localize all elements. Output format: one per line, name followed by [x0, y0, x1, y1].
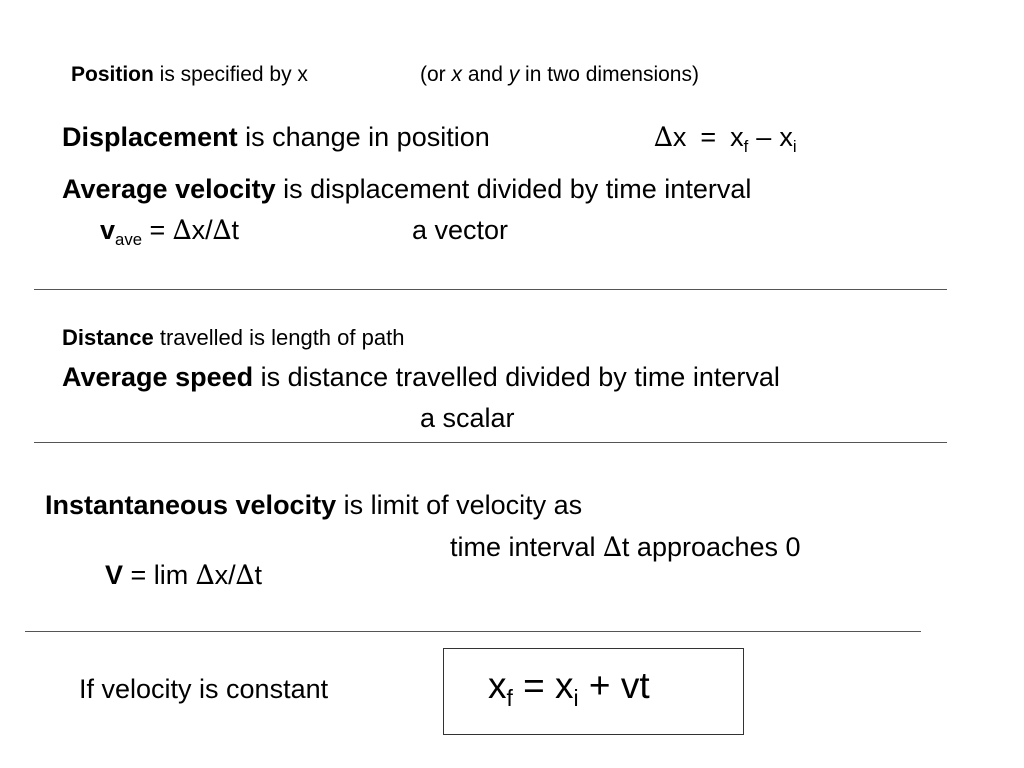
- equals-lim: = lim: [123, 560, 196, 590]
- average-velocity-text: is displacement divided by time interval: [275, 174, 752, 204]
- equation-x-final: x: [488, 665, 507, 706]
- formula-minus: –: [756, 122, 772, 152]
- average-velocity-definition: [62, 176, 751, 203]
- formula-t: t: [254, 560, 263, 590]
- delta-symbol: ∆: [603, 532, 622, 563]
- delta-symbol: ∆: [654, 122, 673, 153]
- y-variable: y: [508, 63, 520, 86]
- average-speed-term: Average speed: [62, 362, 254, 392]
- initial-subscript: i: [573, 685, 579, 712]
- equation-plus-vt: + vt: [578, 665, 650, 706]
- position-text: is specified by x: [153, 63, 308, 86]
- velocity-symbol: V: [105, 560, 124, 590]
- final-subscript: f: [743, 136, 749, 156]
- delta-symbol: ∆: [172, 215, 192, 246]
- displacement-term: Displacement: [62, 122, 238, 152]
- constant-velocity-label: If velocity is constant: [79, 674, 329, 704]
- formula-x-over: x/: [214, 560, 236, 590]
- delta-symbol: ∆: [235, 560, 255, 591]
- formula-x-over: x/: [191, 215, 213, 245]
- velocity-symbol: v: [100, 215, 116, 245]
- position-definition: [71, 64, 308, 85]
- ave-subscript: ave: [115, 229, 143, 249]
- delta-symbol: ∆: [195, 560, 215, 591]
- formula-equals: =: [700, 122, 717, 152]
- continuation-suffix: t approaches 0: [621, 532, 801, 562]
- instantaneous-velocity-term: Instantaneous velocity: [45, 490, 337, 520]
- formula-x: x: [672, 122, 687, 152]
- position-two-dimensions-note: [420, 64, 699, 85]
- position-term: Position: [71, 63, 154, 86]
- equation-equals: =: [512, 665, 556, 706]
- instantaneous-velocity-definition: [45, 492, 582, 519]
- instantaneous-velocity-formula: [105, 562, 262, 589]
- formula-t: t: [231, 215, 240, 245]
- vector-note: a vector: [412, 215, 509, 245]
- final-subscript: f: [506, 685, 513, 712]
- continuation-prefix: time interval: [450, 532, 604, 562]
- divider: [34, 442, 947, 443]
- paren-close: in two dimensions): [519, 63, 699, 86]
- average-speed-definition: [62, 364, 780, 391]
- paren-open: (or: [420, 63, 452, 86]
- displacement-formula: [654, 122, 797, 156]
- and-text: and: [462, 63, 509, 86]
- distance-term: Distance: [62, 325, 154, 350]
- distance-text: travelled is length of path: [153, 325, 405, 350]
- displacement-text: is change in position: [237, 122, 490, 152]
- constant-velocity-equation-box: [443, 648, 744, 735]
- delta-symbol: ∆: [212, 215, 232, 246]
- average-velocity-formula: [100, 215, 240, 249]
- displacement-definition: [62, 124, 490, 151]
- equation-x-initial: x: [555, 665, 574, 706]
- divider: [25, 631, 921, 632]
- formula-x-final: x: [730, 122, 744, 152]
- average-speed-text: is distance travelled divided by time interval: [253, 362, 780, 392]
- constant-velocity-equation: [488, 665, 650, 712]
- formula-x-initial: x: [779, 122, 793, 152]
- formula-equals: =: [142, 215, 173, 245]
- average-velocity-term: Average velocity: [62, 174, 276, 204]
- scalar-note: a scalar: [420, 403, 515, 433]
- divider: [34, 289, 947, 290]
- instantaneous-velocity-text: is limit of velocity as: [336, 490, 583, 520]
- instantaneous-velocity-continuation: [450, 534, 801, 561]
- initial-subscript: i: [792, 136, 797, 156]
- x-variable: x: [451, 63, 462, 86]
- distance-definition: [62, 327, 404, 349]
